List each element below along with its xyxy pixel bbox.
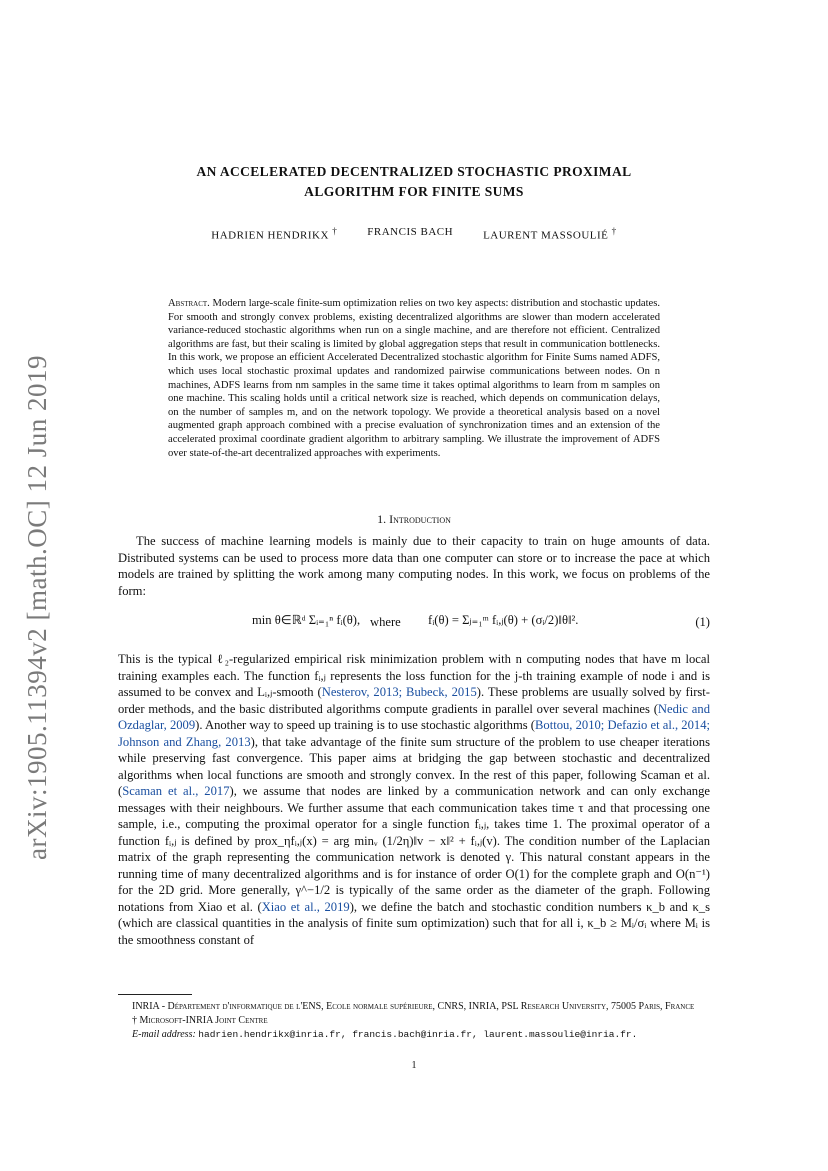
- section-number: 1.: [377, 512, 387, 526]
- paper-title: [118, 162, 710, 202]
- equation-number: (1): [695, 615, 710, 629]
- email-addresses[interactable]: hadrien.hendrikx@inria.fr, francis.bach@inria.fr, laurent.massoulie@inria.fr.: [198, 1029, 638, 1040]
- paragraph-2: [118, 651, 710, 948]
- paragraph-2-text-f: ), we define the batch and stochastic condition numbers κ_b and κ_s (which are classical quantities in the analysis of finite sum optimization) such that for all i, κ_b ≥ Mᵢ/σᵢ where Mᵢ is the smoothness constant of: [118, 899, 710, 947]
- footnote-rule: [118, 994, 192, 995]
- page-number: 1: [411, 1060, 417, 1071]
- abstract-label: Abstract.: [168, 298, 210, 309]
- abstract-text: Modern large-scale finite-sum optimization relies on two key aspects: distribution and stochastic updates. For smooth and strongly convex problems, existing decentralized algorithms are slower than modern accelerated variance-reduced stochastic algorithms when run on a single machine, and are therefore not efficient. Centralized algorithms are fast, but their scaling is limited by global aggregation steps that result in communication bottlenecks. In this work, we propose an efficient Accelerated Decentralized stochastic algorithm for Finite Sums named ADFS, which uses local stochastic proximal updates and randomized pairwise communications between nodes. On n machines, ADFS learns from nm samples in the same time it takes optimal algorithms to learn from m samples on one machine. This scaling holds until a critical network size is reached, which depends on communication delays, on the number of samples m, and on the network topology. We provide a theoretical analysis based on a novel augmented graph approach combined with a precise evaluation of synchronization times and an extension of the accelerated proximal coordinate gradient algorithm to arbitrary sampling. We illustrate the improvement of ADFS over state-of-the-art decentralized approaches with experiments.: [168, 298, 660, 459]
- equation-where: where: [370, 615, 401, 629]
- paragraph-2-text-c: ). Another way to speed up training is to use stochastic algorithms (: [195, 718, 536, 732]
- citation-scaman[interactable]: Scaman et al., 2017: [122, 784, 230, 798]
- citation-stochastic[interactable]: Bottou, 2010; Defazio et al., 2014; Johnson and Zhang, 2013: [118, 718, 710, 749]
- equation-1: [118, 600, 710, 648]
- footnotes: [118, 1000, 710, 1042]
- citation-nesterov-bubeck[interactable]: Nesterov, 2013; Bubeck, 2015: [321, 685, 477, 699]
- paragraph-2-text-d: ), that take advantage of the finite sum structure of the problem to use cheaper iterations while preserving fast convergence. This paper aims at bridging the gap between stochastic and decentralized algorithms when local functions are smooth and strongly convex. In the rest of this paper, following Scaman et al. (: [118, 734, 710, 798]
- section-heading: [118, 512, 710, 527]
- author-1: HADRIEN HENDRIKX †: [211, 226, 338, 242]
- citation-nedic[interactable]: Nedic and Ozdaglar, 2009: [118, 701, 710, 732]
- footnote-affiliation-msr: † Microsoft-INRIA Joint Centre: [132, 1015, 268, 1026]
- section-title: Introduction: [389, 512, 451, 526]
- arxiv-identifier: arXiv:1905.11394v2 [math.OC] 12 Jun 2019: [22, 355, 52, 860]
- footnote-email: [118, 1028, 710, 1042]
- author-list: [118, 226, 710, 242]
- title-line-1: AN ACCELERATED DECENTRALIZED STOCHASTIC PROXIMAL: [196, 164, 632, 179]
- footnote-affiliation-inria: INRIA - Département d'informatique de l'ENS, Ecole normale supérieure, CNRS, INRIA, PSL Research University, 75005 Paris, France: [132, 1001, 695, 1012]
- paragraph-2-text-a: This is the typical ℓ₂-regularized empirical risk minimization problem with n computing nodes that have m local training examples each. The function fᵢ,ⱼ represents the loss function for the j-th training example of node i and is assumed to be convex and Lᵢ,ⱼ-smooth (: [118, 652, 710, 699]
- equation-rhs: fᵢ(θ) = Σⱼ₌₁ᵐ fᵢ,ⱼ(θ) + (σᵢ/2)‖θ‖².: [428, 613, 579, 627]
- author-3: LAURENT MASSOULIÉ †: [483, 226, 617, 242]
- paragraph-2-text-b: ). These problems are usually solved by first-order methods, and the basic distributed algorithms compute gradients in parallel over several machines (: [118, 685, 710, 716]
- paragraph-1: The success of machine learning models is mainly due to their capacity to train on huge amounts of data. Distributed systems can be used to process more data than one computer can store or to increase the pace at which models are trained by splitting the work among many computing nodes. In this work, we focus on problems of the form:: [118, 534, 710, 598]
- paragraph-2-text-e: ), we assume that nodes are linked by a communication network and can only exchange messages with their neighbours. We further assume that each communication takes time τ and that processing one sample, i.e., computing the proximal operator for a single function fᵢ,ⱼ, takes time 1. The proximal operator of a function fᵢ,ⱼ is defined by prox_ηfᵢ,ⱼ(x) = arg minᵥ (1/2η)‖v − x‖² + fᵢ,ⱼ(v). The condition number of the Laplacian matrix of the graph representing the communication network is denoted γ. This natural constant appears in the running time of many decentralized algorithms and is for instance of order O(1) for the complete graph and O(n⁻¹) for the 2D grid. More generally, γ^−1/2 is typically of the same order as the diameter of the graph. Following notations from Xiao et al. (: [118, 784, 710, 914]
- title-line-2: ALGORITHM FOR FINITE SUMS: [304, 184, 524, 199]
- abstract: [168, 297, 660, 460]
- equation-lhs: min θ∈ℝᵈ Σᵢ₌₁ⁿ fᵢ(θ),: [252, 613, 361, 627]
- citation-xiao[interactable]: Xiao et al., 2019: [261, 899, 350, 914]
- email-label: E-mail address:: [132, 1029, 196, 1040]
- author-2: FRANCIS BACH: [367, 226, 454, 238]
